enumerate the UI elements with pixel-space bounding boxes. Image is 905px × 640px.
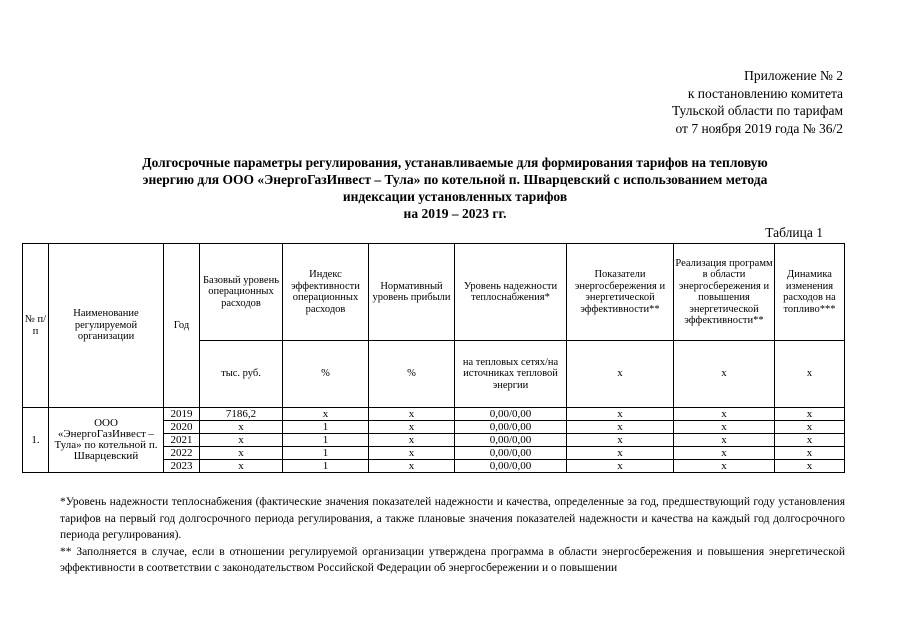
- cell-profit: х: [369, 421, 455, 434]
- header-reliab: Уровень надежности теплоснабжения*: [455, 244, 567, 341]
- unit-base: тыс. руб.: [200, 341, 283, 408]
- cell-base: 7186,2: [200, 408, 283, 421]
- footnote-2: ** Заполняется в случае, если в отношении регулируемой организации утверждена программа в области энергосбережения и повышения энергетической эффективности в соответствии с законодательством Российской Федерации об энергосбережении и о повышении: [60, 545, 845, 574]
- cell-program: х: [674, 460, 775, 473]
- header-base: Базовый уровень операционных расходов: [200, 244, 283, 341]
- table-label: Таблица 1: [765, 225, 823, 240]
- cell-year: 2022: [164, 447, 200, 460]
- annex-line-2: к постановлению комитета: [687, 85, 843, 101]
- organization-name: ООО «ЭнергоГазИнвест – Тула» по котельной п. Шварцевский: [49, 408, 164, 473]
- document-title: [60, 154, 850, 222]
- cell-energy: х: [567, 408, 674, 421]
- annex-header: [672, 67, 843, 137]
- cell-eff: х: [283, 408, 369, 421]
- cell-reliab: 0,00/0,00: [455, 434, 567, 447]
- cell-energy: х: [567, 460, 674, 473]
- unit-eff: %: [283, 341, 369, 408]
- cell-energy: х: [567, 447, 674, 460]
- header-eff: Индекс эффективности операционных расходов: [283, 244, 369, 341]
- cell-profit: х: [369, 408, 455, 421]
- cell-base: х: [200, 460, 283, 473]
- cell-energy: х: [567, 434, 674, 447]
- cell-fuel: х: [775, 460, 845, 473]
- cell-reliab: 0,00/0,00: [455, 421, 567, 434]
- footnotes: [60, 494, 845, 577]
- cell-reliab: 0,00/0,00: [455, 408, 567, 421]
- title-line-1: Долгосрочные параметры регулирования, устанавливаемые для формирования тарифов на тепловую: [142, 155, 768, 170]
- table-row: [23, 408, 845, 421]
- annex-line-4: от 7 ноября 2019 года № 36/2: [675, 120, 843, 136]
- cell-base: х: [200, 421, 283, 434]
- row-number: 1.: [23, 408, 49, 473]
- cell-fuel: х: [775, 434, 845, 447]
- cell-fuel: х: [775, 447, 845, 460]
- cell-year: 2019: [164, 408, 200, 421]
- cell-base: х: [200, 434, 283, 447]
- header-energy: Показатели энергосбережения и энергетической эффективности**: [567, 244, 674, 341]
- cell-year: 2021: [164, 434, 200, 447]
- cell-reliab: 0,00/0,00: [455, 460, 567, 473]
- unit-energy: х: [567, 341, 674, 408]
- cell-program: х: [674, 434, 775, 447]
- header-fuel: Динамика изменения расходов на топливо***: [775, 244, 845, 341]
- cell-base: х: [200, 447, 283, 460]
- cell-eff: 1: [283, 434, 369, 447]
- cell-program: х: [674, 447, 775, 460]
- cell-program: х: [674, 408, 775, 421]
- title-line-3: индексации установленных тарифов: [342, 189, 568, 204]
- cell-fuel: х: [775, 408, 845, 421]
- cell-year: 2020: [164, 421, 200, 434]
- cell-eff: 1: [283, 447, 369, 460]
- cell-fuel: х: [775, 421, 845, 434]
- unit-profit: %: [369, 341, 455, 408]
- cell-profit: х: [369, 460, 455, 473]
- annex-line-3: Тульской области по тарифам: [671, 103, 843, 118]
- cell-year: 2023: [164, 460, 200, 473]
- cell-profit: х: [369, 447, 455, 460]
- cell-energy: х: [567, 421, 674, 434]
- header-profit: Нормативный уровень прибыли: [369, 244, 455, 341]
- header-program: Реализация программ в области энергосбережения и повышения энергетической эффективности**: [674, 244, 775, 341]
- cell-program: х: [674, 421, 775, 434]
- unit-reliab: на тепловых сетях/на источниках тепловой энергии: [455, 341, 567, 408]
- unit-fuel: х: [775, 341, 845, 408]
- annex-line-1: Приложение № 2: [744, 68, 843, 83]
- title-line-2: энергию для ООО «ЭнергоГазИнвест – Тула» по котельной п. Шварцевский с использованием метода: [142, 172, 768, 187]
- footnote-1: *Уровень надежности теплоснабжения (фактические значения показателей надежности и качества, определенные за год, предшествующий году установления тарифов на первый год долгосрочного периода регулирования, а также плановые значения показателей надежности и качества на каждый год долгосрочного периода регулирования).: [60, 496, 845, 541]
- unit-program: х: [674, 341, 775, 408]
- cell-eff: 1: [283, 460, 369, 473]
- header-year: Год: [164, 244, 200, 408]
- cell-eff: 1: [283, 421, 369, 434]
- header-org: Наименование регулируемой организации: [49, 244, 164, 408]
- header-num: № п/п: [23, 244, 49, 408]
- title-line-4: на 2019 – 2023 гг.: [403, 206, 507, 221]
- cell-reliab: 0,00/0,00: [455, 447, 567, 460]
- cell-profit: х: [369, 434, 455, 447]
- parameters-table: [22, 243, 845, 473]
